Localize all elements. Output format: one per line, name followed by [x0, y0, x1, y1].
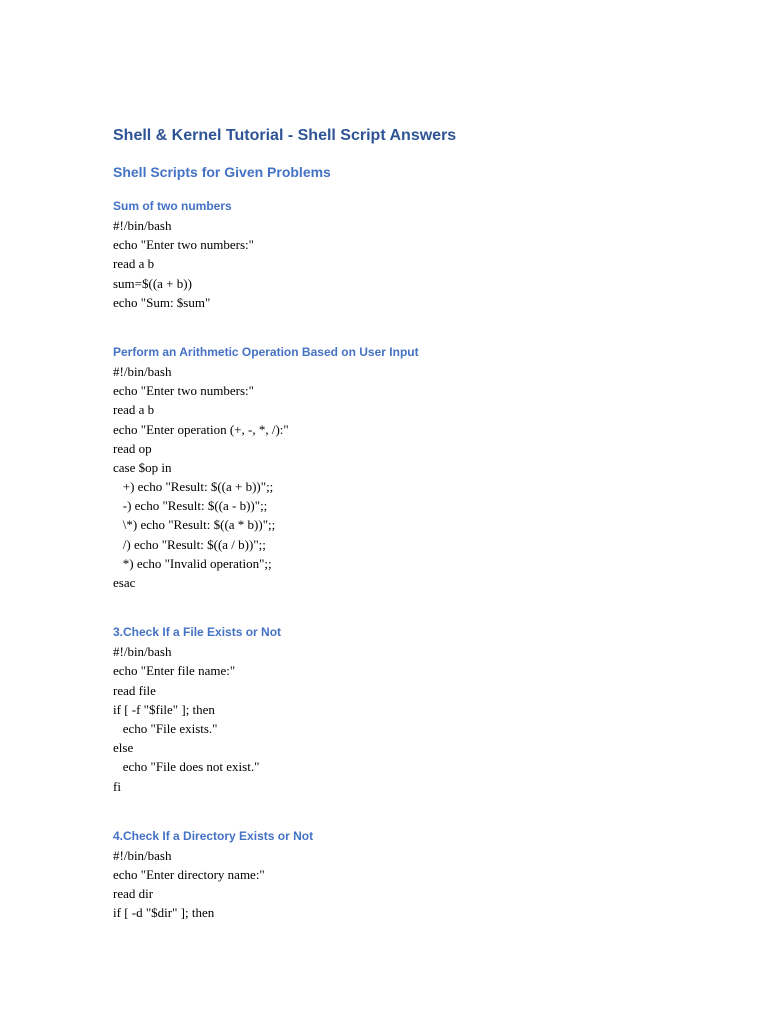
code-line: *) echo "Invalid operation";;	[113, 555, 272, 571]
document-subtitle: Shell Scripts for Given Problems	[113, 164, 331, 180]
code-block	[113, 642, 713, 796]
code-line: if [ -d "$dir" ]; then	[113, 905, 215, 921]
document-title: Shell & Kernel Tutorial - Shell Script Answers	[113, 127, 457, 144]
code-block	[113, 216, 713, 312]
section-heading: 4.Check If a Directory Exists or Not	[113, 828, 314, 843]
section-sum-two-numbers	[113, 197, 713, 312]
code-line: #!/bin/bash	[113, 363, 172, 379]
code-line: read file	[113, 682, 156, 698]
code-line: /) echo "Result: $((a / b))";;	[113, 536, 266, 552]
code-line: #!/bin/bash	[113, 218, 172, 233]
code-line: echo "File exists."	[113, 720, 218, 736]
section-heading: Perform an Arithmetic Operation Based on User Input	[113, 344, 419, 359]
section-check-file-exists	[113, 623, 713, 796]
code-line: read a b	[113, 256, 155, 272]
document-content	[113, 124, 713, 922]
code-line: echo "Enter operation (+, -, *, /):"	[113, 421, 289, 437]
code-line: -) echo "Result: $((a - b))";;	[113, 498, 268, 514]
section-heading: Sum of two numbers	[113, 199, 232, 213]
code-block	[113, 846, 713, 923]
section-check-directory-exists	[113, 827, 713, 923]
code-line: echo "File does not exist."	[113, 759, 260, 775]
section-heading: 3.Check If a File Exists or Not	[113, 625, 282, 640]
code-line: #!/bin/bash	[113, 644, 172, 660]
section-arithmetic-operation	[113, 343, 713, 592]
code-line: esac	[113, 575, 136, 590]
code-line: echo "Enter two numbers:"	[113, 383, 254, 399]
code-line: read op	[113, 440, 152, 456]
code-line: if [ -f "$file" ]; then	[113, 701, 215, 717]
code-line: fi	[113, 778, 121, 794]
code-line: case $op in	[113, 459, 172, 475]
code-line: read dir	[113, 886, 154, 902]
code-line: echo "Sum: $sum"	[113, 294, 211, 310]
code-line: echo "Enter directory name:"	[113, 866, 265, 882]
code-line: \*) echo "Result: $((a * b))";;	[113, 517, 276, 533]
code-block	[113, 362, 713, 592]
code-line: sum=$((a + b))	[113, 275, 192, 291]
code-line: #!/bin/bash	[113, 847, 172, 863]
code-line: +) echo "Result: $((a + b))";;	[113, 479, 274, 495]
code-line: read a b	[113, 402, 155, 418]
code-line: echo "Enter two numbers:"	[113, 237, 254, 253]
code-line: echo "Enter file name:"	[113, 663, 236, 679]
code-line: else	[113, 740, 134, 756]
